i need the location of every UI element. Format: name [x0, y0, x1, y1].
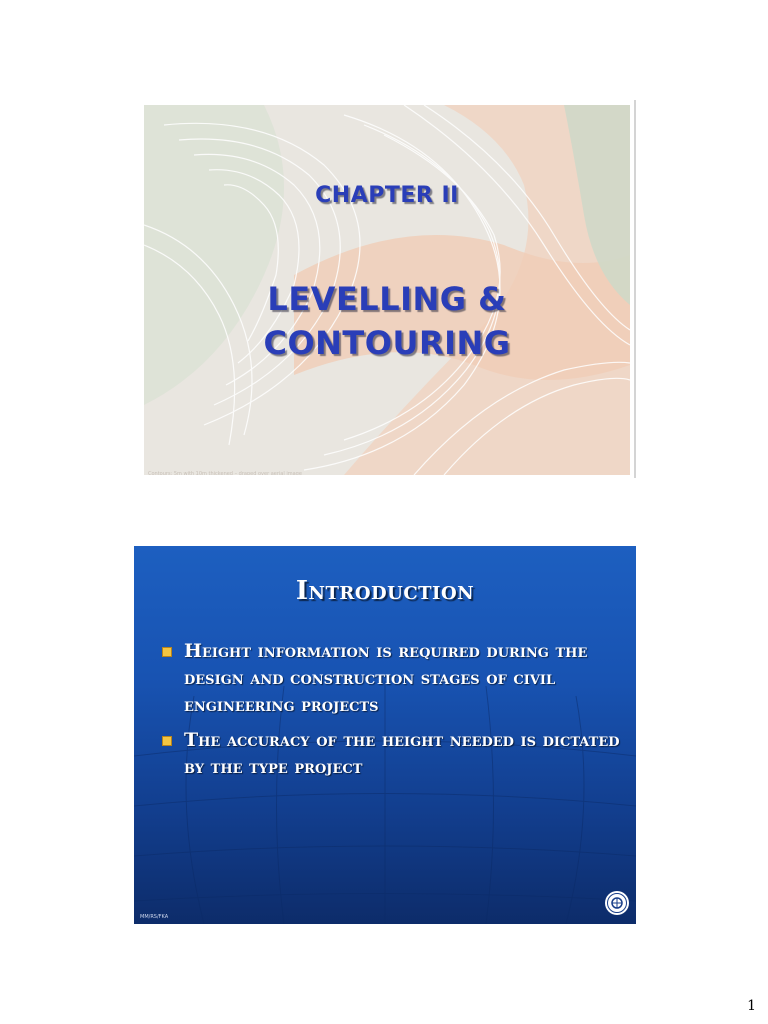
square-bullet-icon [162, 736, 172, 746]
image-caption: Contours: 5m with 10m thickened – draped over aerial image [148, 471, 302, 475]
slide-1-heading [144, 277, 630, 365]
list-item [162, 638, 622, 719]
square-bullet-icon [162, 647, 172, 657]
slide-edge [634, 100, 636, 478]
slide-footer: MM/RS/FKA [140, 914, 169, 920]
slide-1-title [144, 105, 630, 475]
bullet-text: Height information is required during the design and construction stages of civil engineering projects [184, 640, 588, 716]
university-logo-icon [604, 890, 630, 916]
page-number: 1 [747, 998, 756, 1014]
slide-2-introduction [134, 546, 636, 924]
heading-line-2: CONTOURING [263, 324, 511, 362]
list-item [162, 727, 622, 781]
bullet-list [162, 638, 622, 789]
heading-line-1: LEVELLING & [267, 280, 507, 318]
bullet-text: The accuracy of the height needed is dictated by the type project [184, 729, 620, 778]
chapter-label: CHAPTER II [315, 183, 459, 208]
slide-2-heading: Introduction [295, 576, 475, 606]
